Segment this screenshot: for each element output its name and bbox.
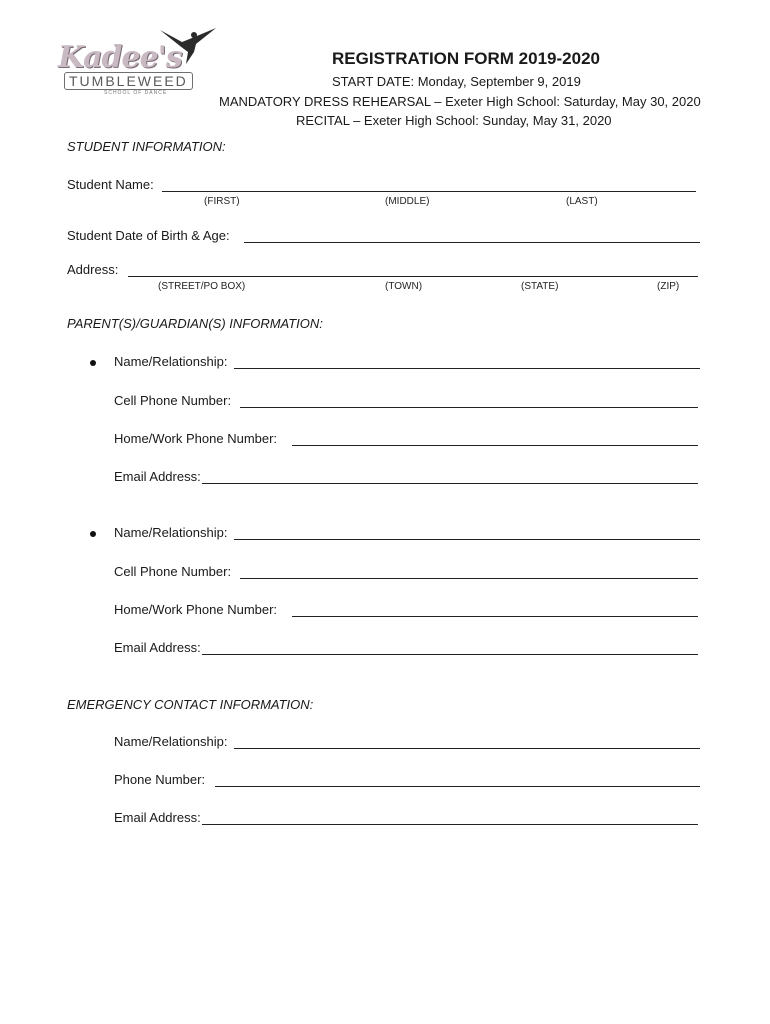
middle-name-caption: (MIDDLE) [385, 196, 430, 207]
emergency-name-label: Name/Relationship: [114, 734, 228, 749]
address-label: Address: [67, 262, 119, 277]
guardian1-cell-label: Cell Phone Number: [114, 393, 232, 408]
guardian2-email-label: Email Address: [114, 640, 201, 655]
guardian2-home-field[interactable] [292, 616, 698, 617]
school-logo [56, 26, 221, 98]
guardian1-home-label: Home/Work Phone Number: [114, 431, 278, 446]
rehearsal-text: MANDATORY DRESS REHEARSAL – Exeter High School: Saturday, May 30, 2020 [219, 94, 701, 109]
student-info-heading: STUDENT INFORMATION: [67, 139, 226, 154]
logo-name-text: TUMBLEWEED [64, 72, 193, 90]
recital-text: RECITAL – Exeter High School: Sunday, May 31, 2020 [296, 113, 612, 128]
bullet-icon [90, 531, 96, 537]
last-name-caption: (LAST) [566, 196, 598, 207]
emergency-name-field[interactable] [234, 748, 700, 749]
emergency-email-field[interactable] [202, 824, 698, 825]
guardian1-name-label: Name/Relationship: [114, 354, 228, 369]
bullet-icon [90, 360, 96, 366]
zip-caption: (ZIP) [657, 281, 680, 292]
guardian2-name-field[interactable] [234, 539, 700, 540]
guardian1-email-label: Email Address: [114, 469, 201, 484]
guardian1-email-field[interactable] [202, 483, 698, 484]
state-caption: (STATE) [521, 281, 559, 292]
guardian2-home-label: Home/Work Phone Number: [114, 602, 278, 617]
parents-info-heading: PARENT(S)/GUARDIAN(S) INFORMATION: [67, 316, 323, 331]
dob-age-label: Student Date of Birth & Age: [67, 228, 230, 243]
first-name-caption: (FIRST) [204, 196, 240, 207]
emergency-phone-label: Phone Number: [114, 772, 206, 787]
guardian1-name-field[interactable] [234, 368, 700, 369]
emergency-email-label: Email Address: [114, 810, 201, 825]
guardian2-cell-field[interactable] [240, 578, 698, 579]
town-caption: (TOWN) [385, 281, 423, 292]
dob-age-field[interactable] [244, 242, 700, 243]
guardian2-email-field[interactable] [202, 654, 698, 655]
logo-script-text: Kadee's [58, 40, 182, 75]
emergency-phone-field[interactable] [215, 786, 700, 787]
address-field[interactable] [128, 276, 698, 277]
guardian2-cell-label: Cell Phone Number: [114, 564, 232, 579]
street-caption: (STREET/PO BOX) [158, 281, 246, 292]
emergency-info-heading: EMERGENCY CONTACT INFORMATION: [67, 697, 314, 712]
student-name-field[interactable] [162, 191, 696, 192]
start-date-text: START DATE: Monday, September 9, 2019 [332, 74, 581, 89]
guardian1-home-field[interactable] [292, 445, 698, 446]
guardian1-cell-field[interactable] [240, 407, 698, 408]
student-name-label: Student Name: [67, 177, 154, 192]
form-title: REGISTRATION FORM 2019-2020 [332, 49, 600, 68]
guardian2-name-label: Name/Relationship: [114, 525, 228, 540]
logo-tagline-text: SCHOOL OF DANCE [104, 90, 168, 96]
